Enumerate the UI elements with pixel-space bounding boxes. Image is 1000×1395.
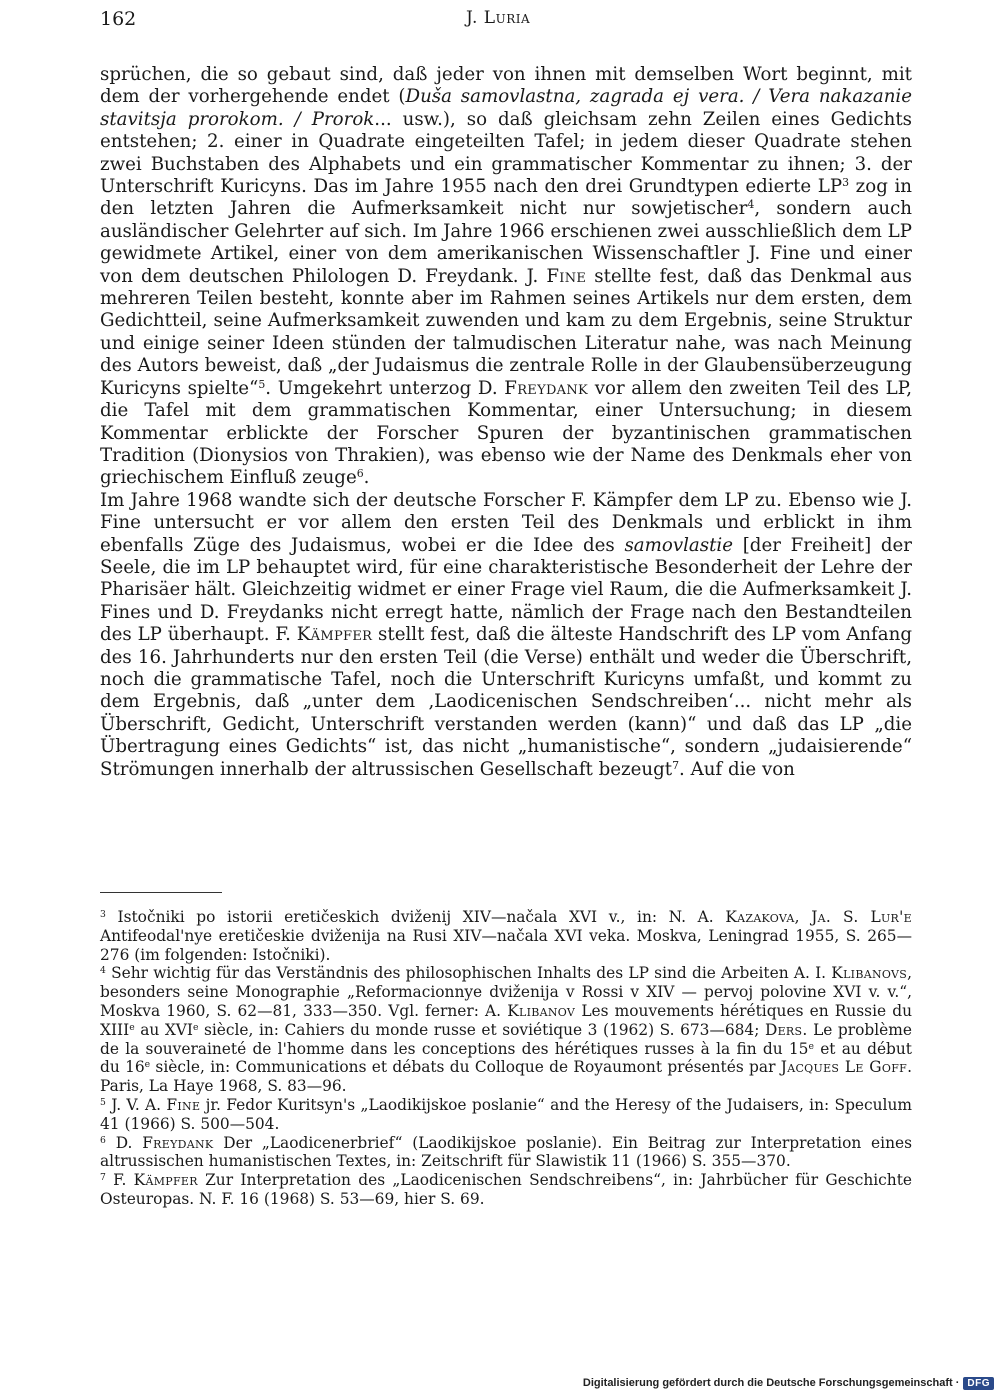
footnote-ref-7[interactable]: 7 bbox=[672, 758, 680, 772]
footnote-ref-4[interactable]: 4 bbox=[747, 198, 755, 212]
footnote-5: $^5$ J. V. A. Fine jr. Fedor Kuritsyn's „Laodikijskoe poslanie“ and the Heresy of the Judaisers, in: Speculum 41 (1966) S. 500—504. bbox=[100, 1095, 912, 1133]
footnote-ref-3[interactable]: 3 bbox=[842, 176, 850, 190]
dfg-banner-text: Digitalisierung gefördert durch die Deutsche Forschungsgemeinschaft · bbox=[582, 1377, 960, 1389]
dfg-banner bbox=[583, 1374, 994, 1392]
running-head: J. Luria bbox=[466, 8, 531, 28]
footnote-3: $^3$ Istočniki po istorii eretičeskich dviženij XIV—načala XVI v., in: N. A. Kazakova, Ja. S. Lur'e Antifeodal'nye eretičeskie dviženija na Rusi XIV—načala XVI veka. Moskva, Leningrad 1955, S. 265—276 (im folgenden: Istočniki). bbox=[100, 908, 912, 964]
footnotes bbox=[100, 908, 912, 1209]
footnote-ref-6[interactable]: 6 bbox=[356, 467, 364, 481]
footnote-rule bbox=[100, 892, 222, 893]
footnote-4: $^4$ Sehr wichtig für das Verständnis des philosophischen Inhalts des LP sind die Arbeiten A. I. Klibanovs, besonders seine Monographie „Reformacionnye dviženija v Rossi v XIV — pervoj polovine XVI v. v.“, Moskva 1960, S. 62—81, 333—350. Vgl. ferner: A. Klibanov Les mouvements hérétiques en Russie du XIIIe au XVIe siècle, in: Cahiers du monde russe et soviétique 3 (1962) S. 673—684; Ders. Le problème de la souveraineté de l'homme dans les conceptions des hérétiques russes à la fin du 15e et au début du 16e siècle, in: Communications et débats du Colloque de Royaumont présentés par Jacques Le Goff. Paris, La Haye 1968, S. 83—96. bbox=[100, 964, 912, 1096]
footnote-ref-5[interactable]: 5 bbox=[258, 377, 266, 391]
page-number: 162 bbox=[100, 8, 137, 30]
paragraph-1: sprüchen, die so gebaut sind, daß jeder von ihnen mit demselben Wort beginnt, mit dem der vorhergehende endet (Duša samovlastna, zagrada ej vera. / Vera nakazanie stavitsja prorokom. / Prorok... usw.), so daß gleichsam zehn Zeilen eines Gedichts entstehen; 2. einer in Quadrate eingeteilten Tafel; in jedem dieser Quadrate stehen zwei Buchstaben des Alphabets und ein grammatischer Kommentar zu ihnen; 3. der Unterschrift Kuricyns. Das im Jahre 1955 nach den drei Grundtypen edierte $LP^3$ zog in den letzten Jahren die Aufmerksamkeit nicht nur sowjetischer$^4$, sondern auch ausländischer Gelehrter auf sich. Im Jahre 1966 erschienen zwei ausschließlich dem LP gewidmete Artikel, einer von dem amerikanischen Wissenschaftler J. Fine und einer von dem deutschen Philologen D. Freydank. J. Fine stellte fest, daß das Denkmal aus mehreren Teilen besteht, konnte aber im Rahmen seines Artikels nur dem ersten, dem Gedichtteil, seine Aufmerksamkeit zuwenden und kam zu dem Ergebnis, seine Struktur und einige seiner Ideen stünden der talmudischen Literatur nahe, was nach Meinung des Autors beweist, daß „der Judaismus die zentrale Rolle in der Glaubensüberzeugung Kuricyns spielte“$^5$. Umgekehrt unterzog D. Freydank vor allem den zweiten Teil des LP, die Tafel mit dem grammatischen Kommentar, einer Untersuchung; in diesem Kommentar erblickte der Forscher Spuren der byzantinischen grammatischen Tradition (Dionysios von Thrakien), was ebenso wie der Name des Denkmals eher von griechischem Einfluß zeuge$^6$. bbox=[100, 64, 912, 489]
footnote-6: $^6$ D. Freydank Der „Laodicenerbrief“ (Laodikijskoe poslanie). Ein Beitrag zur Interpretation eines altrussischen humanistischen Textes, in: Zeitschrift für Slawistik 11 (1966) S. 355—370. bbox=[100, 1133, 913, 1171]
paragraph-2: Im Jahre 1968 wandte sich der deutsche Forscher F. Kämpfer dem LP zu. Ebenso wie J. Fine untersucht er vor allem den ersten Teil des Denkmals und erblickt in ihm ebenfalls Züge des Judaismus, wobei er die Idee des samovlastie [der Freiheit] der Seele, die im LP behauptet wird, für eine charakteristische Besonderheit der Lehre der Pharisäer hält. Gleichzeitig widmet er einer Frage viel Raum, die die Aufmerksamkeit J. Fines und D. Freydanks nicht erregt hatte, nämlich der Frage nach den Bestandteilen des LP überhaupt. F. Kämpfer stellt fest, daß die älteste Handschrift des LP vom Anfang des 16. Jahrhunderts nur den ersten Teil (die Verse) enthält und weder die Überschrift, noch die grammatische Tafel, noch die Unterschrift Kuricyns umfaßt, und kommt zu dem Ergebnis, daß „unter dem ‚Laodicenischen Sendschreiben‘... nicht mehr als Überschrift, Gedicht, Unterschrift verstanden werden (kann)“ und daß das LP „die Übertragung eines Gedichts“ ist, das nicht „humanistische“, sondern „judaisierende“ Strömungen innerhalb der altrussischen Gesellschaft bezeugt$^7$. Auf die von bbox=[100, 489, 912, 780]
body-text bbox=[100, 64, 912, 781]
footnote-7: $^7$ F. Kämpfer Zur Interpretation des „Laodicenischen Sendschreibens“, in: Jahrbücher für Geschichte Osteuropas. N. F. 16 (1968) S. 53—69, hier S. 69. bbox=[100, 1171, 912, 1208]
dfg-logo-icon: DFG bbox=[963, 1377, 994, 1390]
